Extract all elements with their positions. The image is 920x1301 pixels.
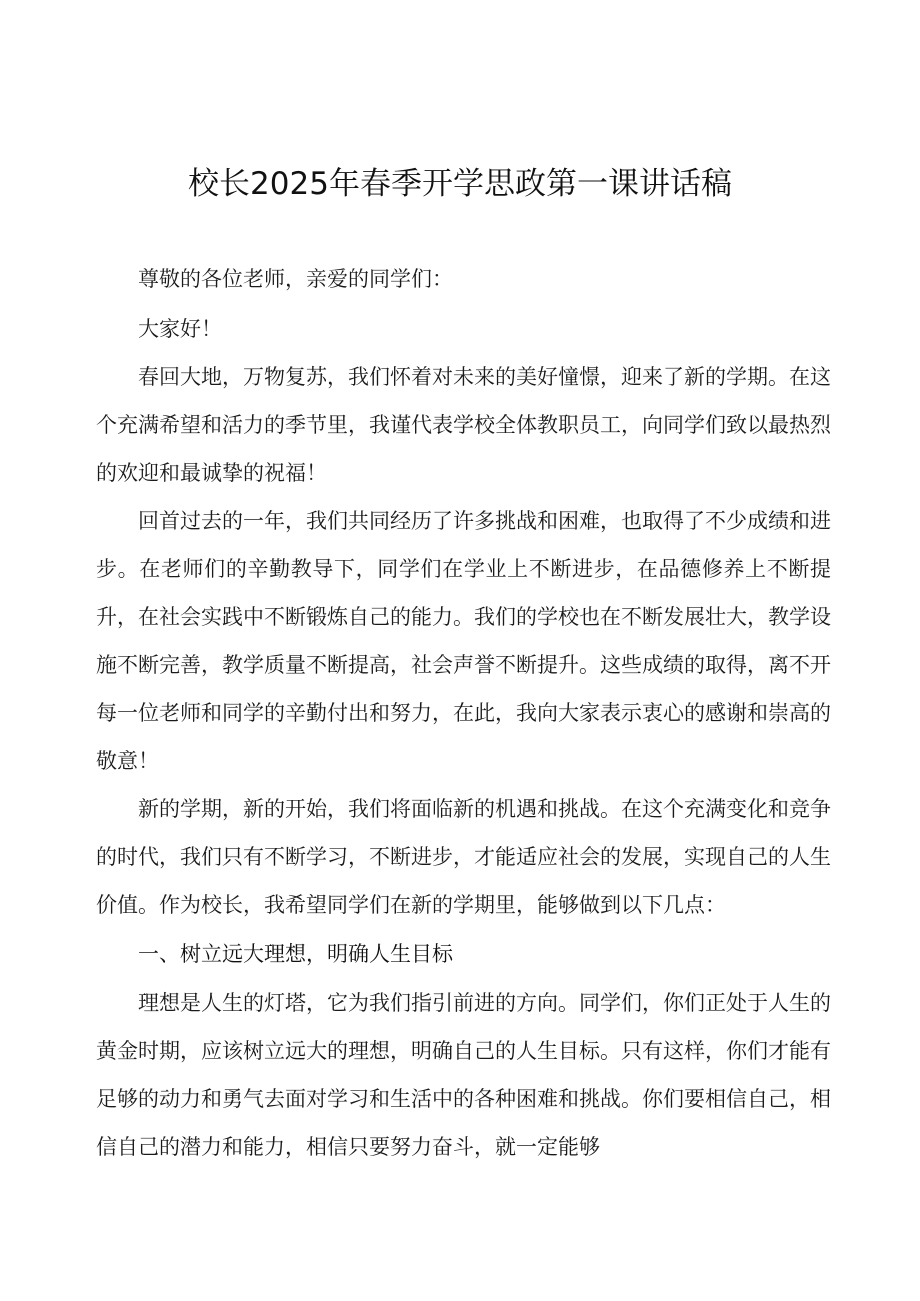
paragraph-ideals: 理想是人生的灯塔，它为我们指引前进的方向。同学们，你们正处于人生的黄金时期，应该树立远大的理想，明确自己的人生目标。只有这样，你们才能有足够的动力和勇气去面对学习和生活中的各种困难和挑战。你们要相信自己，相信自己的潜力和能力，相信只要努力奋斗，就一定能够: [96, 991, 831, 1159]
document-body: [96, 255, 831, 1171]
salutation: 尊敬的各位老师，亲爱的同学们：: [138, 267, 453, 291]
greeting: 大家好！: [138, 317, 222, 341]
paragraph-review: 回首过去的一年，我们共同经历了许多挑战和困难，也取得了不少成绩和进步。在老师们的辛勤教导下，同学们在学业上不断进步，在品德修养上不断提升，在社会实践中不断锻炼自己的能力。我们的学校也在不断发展壮大，教学设施不断完善，教学质量不断提高，社会声誉不断提升。这些成绩的取得，离不开每一位老师和同学的辛勤付出和努力，在此，我向大家表示衷心的感谢和崇高的敬意！: [96, 509, 831, 773]
paragraph-opening: 春回大地，万物复苏，我们怀着对未来的美好憧憬，迎来了新的学期。在这个充满希望和活力的季节里，我谨代表学校全体教职员工，向同学们致以最热烈的欢迎和最诚挚的祝福！: [96, 365, 831, 485]
section-heading: 一、树立远大理想，明确人生目标: [138, 942, 453, 966]
paragraph-new-semester: 新的学期，新的开始，我们将面临新的机遇和挑战。在这个充满变化和竞争的时代，我们只有不断学习，不断进步，才能适应社会的发展，实现自己的人生价值。作为校长，我希望同学们在新的学期里，能够做到以下几点：: [96, 797, 831, 917]
document-title: 校长2025年春季开学思政第一课讲话稿: [188, 166, 732, 202]
